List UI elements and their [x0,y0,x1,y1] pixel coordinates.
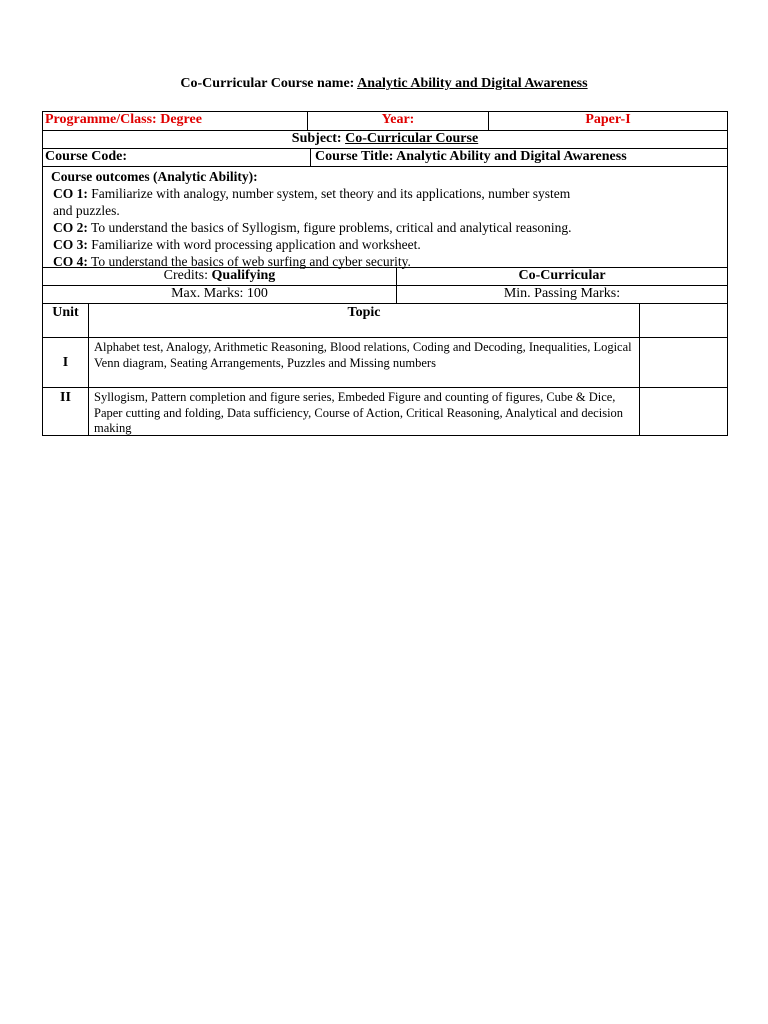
unit-topic: Syllogism, Pattern completion and figure series, Embeded Figure and counting of figures, Cube & Dice, Paper cutting and folding, Data sufficiency, Course of Action, Critical Reasoning, Analytical and decision making [89,388,640,436]
unit-header: Unit [43,304,89,338]
outcomes-cell [43,167,728,268]
max-marks: Max. Marks: 100 [43,286,397,304]
units-header-row [43,304,728,338]
credits-value: Qualifying [211,268,276,283]
title-prefix: Co-Curricular Course name: [180,76,355,91]
outcome-1 [51,185,719,202]
syllabus-table [42,111,728,436]
outcome-4-label: CO 4: [53,254,88,269]
outcome-2-label: CO 2: [53,220,88,235]
title-course-name: Analytic Ability and Digital Awareness [357,76,588,91]
table-row [43,338,728,388]
programme-class: Programme/Class: Degree [43,112,308,131]
blank-header-cell [640,304,728,338]
course-title-value: Analytic Ability and Digital Awareness [396,149,627,164]
outcome-1-continued: and puzzles. [53,203,120,218]
header-row [43,112,728,131]
topic-header: Topic [89,304,640,338]
course-type: Co-Curricular [397,268,728,286]
course-title-label: Course Title: [315,149,394,164]
year-label: Year: [308,112,489,131]
outcome-3-label: CO 3: [53,237,88,252]
outcome-2 [51,219,719,236]
outcome-2-text: To understand the basics of Syllogism, figure problems, critical and analytical reasoning. [91,220,572,235]
credits-label: Credits: [163,268,209,283]
table-row [43,388,728,436]
document-title [0,76,768,92]
outcomes-heading: Course outcomes (Analytic Ability): [51,169,258,184]
unit-number: I [43,338,89,388]
course-title-cell [311,149,728,167]
marks-row [43,286,728,304]
subject-row [43,131,728,149]
unit-number: II [43,388,89,436]
unit-topic: Alphabet test, Analogy, Arithmetic Reasoning, Blood relations, Coding and Decoding, Inequalities, Logical Venn diagram, Seating Arrangements, Puzzles and Missing numbers [89,338,640,388]
min-passing-marks: Min. Passing Marks: [397,286,728,304]
subject-label: Subject: [291,131,342,146]
paper-label: Paper-I [489,112,728,131]
outcomes-row [43,167,728,268]
subject-value: Co-Curricular Course [345,131,479,146]
course-row [43,149,728,167]
outcome-4-text: To understand the basics of web surfing and cyber security. [91,254,411,269]
outcome-3 [51,236,719,253]
outcome-3-text: Familiarize with word processing application and worksheet. [91,237,421,252]
credits-cell [43,268,397,286]
outcome-1-text: Familiarize with analogy, number system, set theory and its applications, number system [91,186,571,201]
outcome-1-label: CO 1: [53,186,88,201]
subject-cell [43,131,728,149]
credits-row [43,268,728,286]
course-code: Course Code: [43,149,311,167]
blank-cell [640,338,728,388]
blank-cell [640,388,728,436]
